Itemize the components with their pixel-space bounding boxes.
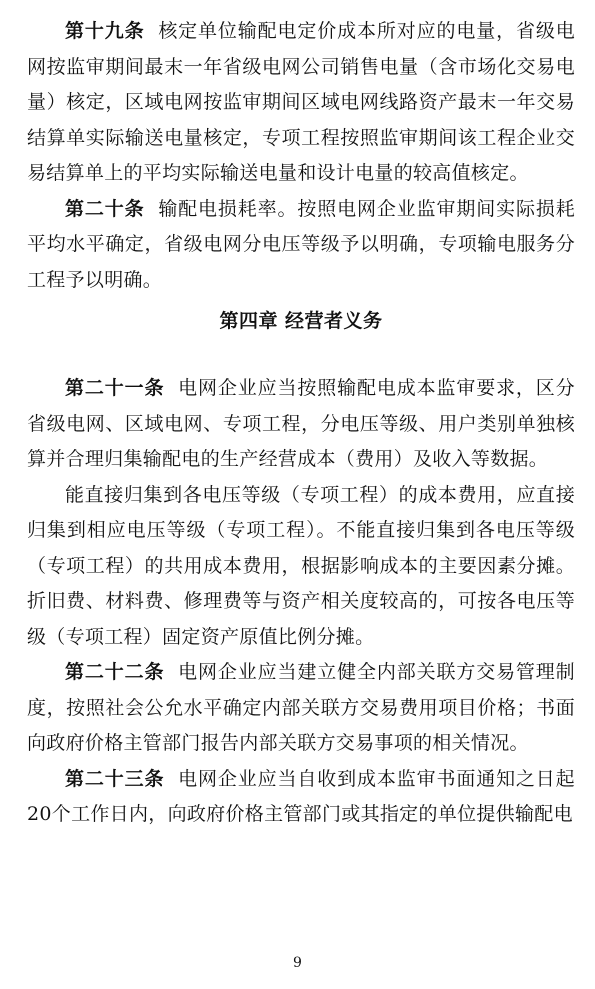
article-23	[27, 762, 575, 833]
article-21-paragraph-2: 能直接归集到各电压等级（专项工程）的成本费用，应直接归集到相应电压等级（专项工程）。不能直接归集到各电压等级（专项工程）的共用成本费用，根据影响成本的主要因素分摊。折旧费、材料费、修理费等与资产相关度较高的，可按各电压等级（专项工程）固定资产原值比例分摊。	[27, 483, 575, 648]
article-22-text: 电网企业应当建立健全内部关联方交易管理制度，按照社会公允水平确定内部关联方交易费用项目价格；书面向政府价格主管部门报告内部关联方交易事项的相关情况。	[27, 661, 575, 754]
document-page	[27, 14, 575, 833]
article-19	[27, 14, 575, 192]
article-20-text: 输配电损耗率。按照电网企业监审期间实际损耗平均水平确定，省级电网分电压等级予以明确，专项输电服务分工程予以明确。	[27, 197, 575, 291]
article-19-text: 核定单位输配电定价成本所对应的电量，省级电网按监审期间最末一年省级电网公司销售电量（含市场化交易电量）核定，区域电网按监审期间区域电网线路资产最末一年交易结算单实际输送电量核定，专项工程按照监审期间该工程企业交易结算单上的平均实际输送电量和设计电量的较高值核定。	[27, 20, 575, 184]
article-21-number: 第二十一条	[65, 377, 165, 399]
article-21-text: 电网企业应当按照输配电成本监审要求，区分省级电网、区域电网、专项工程，分电压等级、用户类别单独核算并合理归集输配电的生产经营成本（费用）及收入等数据。	[27, 377, 575, 470]
article-20	[27, 192, 575, 299]
article-19-number: 第十九条	[65, 20, 145, 42]
article-23-text: 电网企业应当自收到成本监审书面通知之日起20个工作日内，向政府价格主管部门或其指定的单位提供输配电	[27, 767, 575, 825]
article-22	[27, 655, 575, 762]
article-22-number: 第二十二条	[65, 661, 165, 683]
chapter-heading: 第四章 经营者义务	[219, 310, 383, 332]
page-number: 9	[293, 955, 302, 971]
article-20-number: 第二十条	[65, 197, 145, 220]
article-21	[27, 371, 575, 478]
article-23-number: 第二十三条	[65, 767, 165, 790]
